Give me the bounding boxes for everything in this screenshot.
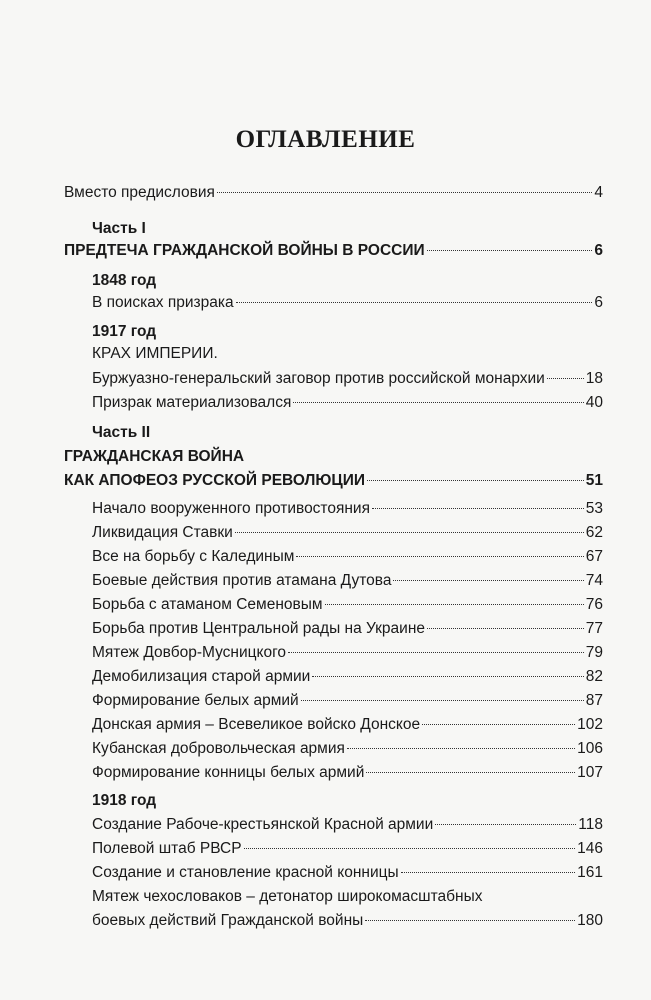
- toc-page-number: 180: [577, 912, 603, 929]
- toc-heading-text: 1917 год: [92, 323, 157, 340]
- dot-leader: [435, 824, 576, 825]
- toc-entry-line: [92, 713, 603, 737]
- toc-heading: [0, 342, 651, 366]
- toc-heading-text: Часть I: [92, 220, 146, 237]
- toc-entry-title: Создание Рабоче-крестьянской Красной армии: [92, 816, 434, 833]
- toc-entry-line: [92, 861, 603, 885]
- toc-entry-title: Демобилизация старой армии: [92, 668, 311, 685]
- toc-page-number: 77: [585, 620, 603, 637]
- page-title: ОГЛАВЛЕНИЕ: [235, 126, 416, 153]
- toc-entry: [0, 521, 651, 545]
- dot-leader: [325, 604, 584, 605]
- dot-leader: [347, 748, 575, 749]
- toc-entry-title: Создание и становление красной конницы: [92, 864, 399, 881]
- dot-leader: [312, 676, 583, 677]
- dot-leader: [393, 580, 583, 581]
- toc-entry: [0, 367, 651, 391]
- dot-leader: [427, 250, 593, 251]
- toc-entry-title: Кубанская добровольческая армия: [92, 740, 345, 757]
- dot-leader: [217, 192, 592, 193]
- toc-entry-title: КАК АПОФЕОЗ РУССКОЙ РЕВОЛЮЦИИ: [64, 472, 365, 489]
- toc-entry-line: [92, 521, 603, 545]
- toc-entry-line: [92, 569, 603, 593]
- toc-entry-title: ПРЕДТЕЧА ГРАЖДАНСКОЙ ВОЙНЫ В РОССИИ: [64, 242, 425, 259]
- toc-entry-line: [92, 909, 603, 933]
- toc-entry-title: Ликвидация Ставки: [92, 524, 233, 541]
- toc-page-number: 118: [578, 816, 603, 833]
- dot-leader: [293, 402, 583, 403]
- toc-page-number: 82: [585, 668, 603, 685]
- toc-entry-line: [92, 641, 603, 665]
- toc-heading: [0, 421, 651, 445]
- toc-heading-text: Часть II: [92, 424, 151, 441]
- toc-heading: [0, 789, 651, 813]
- dot-leader: [401, 872, 575, 873]
- toc-entry-line: [92, 391, 603, 415]
- toc-entry: [0, 239, 651, 263]
- toc-entry-title: Начало вооруженного противостояния: [92, 500, 370, 517]
- toc-entry-line: [92, 837, 603, 861]
- toc-page-number: 76: [585, 596, 603, 613]
- toc-page-number: 6: [594, 242, 603, 259]
- toc-entry-title: Полевой штаб РВСР: [92, 840, 242, 857]
- toc-entry-line: [92, 497, 603, 521]
- toc-entry-line: [92, 665, 603, 689]
- toc-page-number: 40: [585, 394, 603, 411]
- toc-entry: [0, 181, 651, 205]
- toc-heading: [0, 320, 651, 344]
- toc-heading: [0, 445, 651, 469]
- toc-page-number: 106: [577, 740, 603, 757]
- toc-entry: [0, 861, 651, 885]
- dot-leader: [427, 628, 584, 629]
- toc-page-number: 74: [585, 572, 603, 589]
- toc-entry: [0, 497, 651, 521]
- dot-leader: [244, 848, 576, 849]
- toc-entry: [0, 813, 651, 837]
- dot-leader: [422, 724, 575, 725]
- toc-entry-title: Формирование конницы белых армий: [92, 764, 365, 781]
- toc-entry-line: [92, 593, 603, 617]
- toc-entry-line: [92, 737, 603, 761]
- toc-heading-text: КРАХ ИМПЕРИИ.: [92, 345, 218, 362]
- toc-entry-title: Мятеж Довбор-Мусницкого: [92, 644, 286, 661]
- toc-entry-line: [92, 617, 603, 641]
- toc-entry: [0, 837, 651, 861]
- toc-page-number: 53: [585, 500, 603, 517]
- toc-page-number: 161: [577, 864, 603, 881]
- toc-page-number: 4: [594, 184, 603, 201]
- toc-heading: [0, 269, 651, 293]
- toc-entry: [0, 469, 651, 493]
- toc-entry-title: Призрак материализовался: [92, 394, 292, 411]
- toc-page-number: 146: [577, 840, 603, 857]
- dot-leader: [301, 700, 584, 701]
- toc-page-number: 107: [577, 764, 603, 781]
- toc-entry: [0, 545, 651, 569]
- toc-page-number: 102: [577, 716, 603, 733]
- toc-entry: [0, 689, 651, 713]
- toc-entry: [0, 665, 651, 689]
- toc-entry: [0, 761, 651, 785]
- toc-heading: [0, 885, 651, 909]
- toc-entry-line: [64, 469, 603, 493]
- dot-leader: [235, 532, 584, 533]
- toc-page-number: 51: [585, 472, 603, 489]
- toc-entry: [0, 909, 651, 933]
- toc-page-number: 6: [594, 294, 603, 311]
- toc-entry-line: [92, 761, 603, 785]
- toc-entry-line: [92, 367, 603, 391]
- dot-leader: [365, 920, 575, 921]
- toc-entry-title: Формирование белых армий: [92, 692, 299, 709]
- toc-entry: [0, 391, 651, 415]
- toc-entry: [0, 569, 651, 593]
- toc-entry: [0, 617, 651, 641]
- toc-entry-line: [92, 545, 603, 569]
- toc-page-number: 18: [585, 370, 603, 387]
- toc-entry-line: [64, 239, 603, 263]
- toc-entry-title: Боевые действия против атамана Дутова: [92, 572, 392, 589]
- toc-entry: [0, 737, 651, 761]
- toc-page-number: 79: [585, 644, 603, 661]
- toc-entry-title: Буржуазно-генеральский заговор против российской монархии: [92, 370, 545, 387]
- toc-entry: [0, 593, 651, 617]
- toc-entry-line: [64, 181, 603, 205]
- toc-page-number: 62: [585, 524, 603, 541]
- toc-entry-title: Все на борьбу с Калединым: [92, 548, 295, 565]
- dot-leader: [372, 508, 584, 509]
- toc-entry-line: [92, 291, 603, 315]
- toc-page-number: 87: [585, 692, 603, 709]
- toc-page-number: 67: [585, 548, 603, 565]
- toc-entry-title: Борьба с атаманом Семеновым: [92, 596, 323, 613]
- dot-leader: [296, 556, 583, 557]
- toc-entry: [0, 641, 651, 665]
- toc-entry: [0, 291, 651, 315]
- dot-leader: [288, 652, 584, 653]
- dot-leader: [366, 772, 575, 773]
- toc-heading: [0, 217, 651, 241]
- toc-entry-title: Донская армия – Всевеликое войско Донское: [92, 716, 421, 733]
- dot-leader: [236, 302, 593, 303]
- dot-leader: [367, 480, 584, 481]
- toc-heading-text: Мятеж чехословаков – детонатор широкомасштабных: [92, 888, 483, 905]
- toc-heading-text: 1918 год: [92, 792, 157, 809]
- toc-heading-text: ГРАЖДАНСКАЯ ВОЙНА: [64, 448, 245, 465]
- dot-leader: [547, 378, 584, 379]
- toc-entry-title: В поисках призрака: [92, 294, 234, 311]
- toc-entry-line: [92, 689, 603, 713]
- toc-entry-title: боевых действий Гражданской войны: [92, 912, 364, 929]
- toc-entry-title: Борьба против Центральной рады на Украине: [92, 620, 426, 637]
- toc-entry-title: Вместо предисловия: [64, 184, 215, 201]
- toc-entry-line: [92, 813, 603, 837]
- toc-heading-text: 1848 год: [92, 272, 157, 289]
- toc-entry: [0, 713, 651, 737]
